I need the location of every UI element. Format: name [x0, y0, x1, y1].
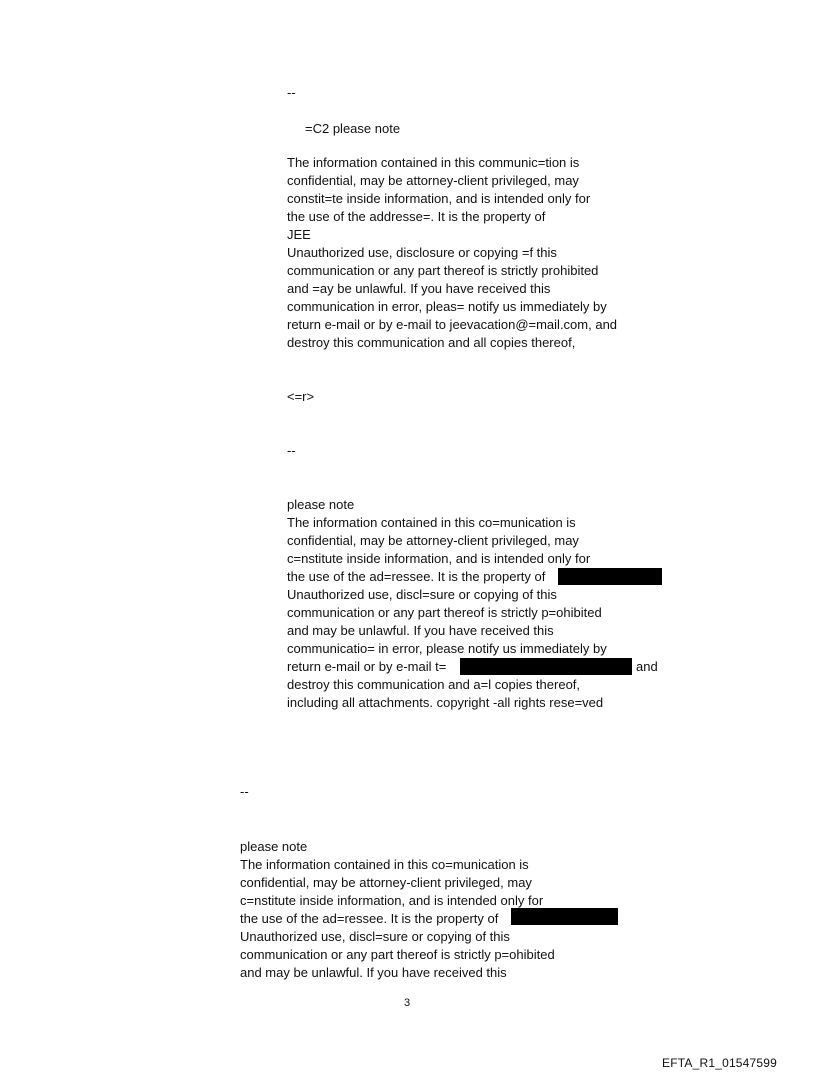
note-heading: please note [287, 497, 355, 512]
text-line: and =ay be unlawful. If you have received this [287, 281, 551, 296]
text-line: and may be unlawful. If you have received this [240, 965, 507, 980]
text-line: The information contained in this communic=tion is [287, 155, 580, 170]
text-line: constit=te inside information, and is intended only for [287, 191, 591, 206]
text-line: destroy this communication and a=l copies thereof, [287, 677, 581, 692]
text-line: communicatio= in error, please notify us immediately by [287, 641, 607, 656]
text-line: c=nstitute inside information, and is intended only for [240, 893, 544, 908]
text-line: destroy this communication and all copies thereof, [287, 335, 576, 350]
text-line: and may be unlawful. If you have received this [287, 623, 554, 638]
text-line: confidential, may be attorney-client privileged, may [287, 533, 579, 548]
separator-dashes: -- [287, 85, 296, 100]
text-line: communication in error, pleas= notify us immediately by [287, 299, 607, 314]
text-line: communication or any part thereof is strictly p=ohibited [287, 605, 602, 620]
text-line: including all attachments. copyright -all rights rese=ved [287, 695, 604, 710]
text-line: communication or any part thereof is strictly prohibited [287, 263, 599, 278]
text-line: communication or any part thereof is strictly p=ohibited [240, 947, 555, 962]
text-line: c=nstitute inside information, and is intended only for [287, 551, 591, 566]
markup-tag: <=r> [287, 389, 315, 404]
text-line: the use of the addresse=. It is the property of [287, 209, 546, 224]
text-line: return e-mail or by e-mail t= [287, 659, 447, 674]
redaction-box [460, 658, 632, 675]
note-heading: =C2 please note [305, 121, 401, 136]
text-line: return e-mail or by e-mail to jeevacation@=mail.com, and [287, 317, 618, 332]
text-line: JEE [287, 227, 311, 242]
text-line: The information contained in this co=munication is [240, 857, 529, 872]
text-line: confidential, may be attorney-client privileged, may [287, 173, 579, 188]
page-number: 3 [404, 997, 411, 1009]
separator-dashes: -- [287, 443, 296, 458]
redaction-box [558, 568, 662, 585]
text-line-suffix: and [636, 659, 658, 674]
text-line: Unauthorized use, disclosure or copying =f this [287, 245, 557, 260]
text-line: the use of the ad=ressee. It is the property of [287, 569, 546, 584]
text-line: Unauthorized use, discl=sure or copying of this [287, 587, 557, 602]
redaction-box [511, 908, 618, 925]
separator-dashes: -- [240, 784, 249, 799]
text-line: The information contained in this co=munication is [287, 515, 576, 530]
note-heading: please note [240, 839, 308, 854]
text-line: Unauthorized use, discl=sure or copying of this [240, 929, 510, 944]
text-line: the use of the ad=ressee. It is the property of [240, 911, 499, 926]
text-line: confidential, may be attorney-client privileged, may [240, 875, 532, 890]
document-id: EFTA_R1_01547599 [662, 1056, 778, 1070]
